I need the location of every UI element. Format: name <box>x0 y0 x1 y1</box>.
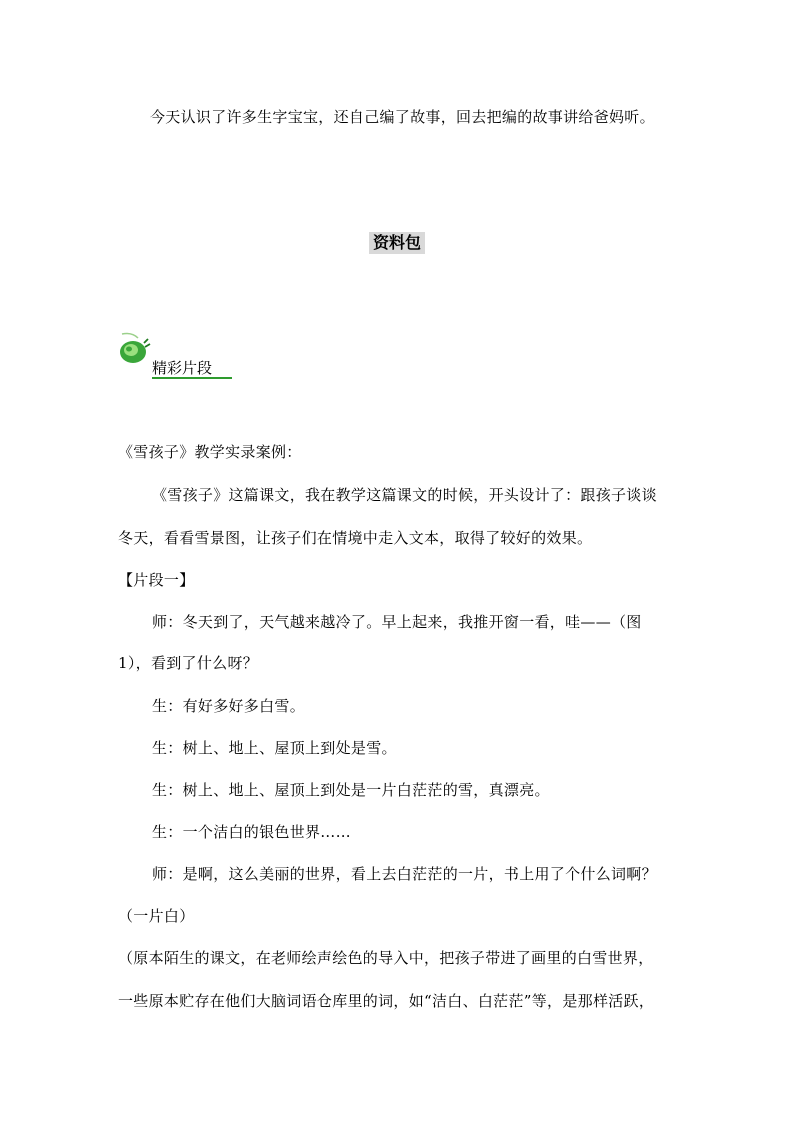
paragraph-line: （一片白） <box>118 907 195 925</box>
dialogue-line: 生：树上、地上、屋顶上到处是一片白茫茫的雪，真漂亮。 <box>152 781 550 799</box>
resource-title-box <box>369 232 425 254</box>
intro-paragraph: 今天认识了许多生字宝宝，还自己编了故事，回去把编的故事讲给爸妈听。 <box>150 108 655 126</box>
paragraph-line: 《雪孩子》这篇课文，我在教学这篇课文的时候，开头设计了：跟孩子谈谈 <box>152 486 657 504</box>
dialogue-line: 生：有好多好多白雪。 <box>152 697 306 715</box>
section-underline <box>152 377 232 379</box>
dialogue-line: 生：一个洁白的银色世界…… <box>152 823 351 841</box>
paragraph-line: 一些原本贮存在他们大脑词语仓库里的词，如“洁白、白茫茫”等，是那样活跃， <box>118 992 655 1010</box>
green-snail-icon <box>118 330 152 366</box>
dialogue-line: 师：是啊，这么美丽的世界，看上去白茫茫的一片，书上用了个什么词啊？ <box>152 865 657 883</box>
segment-heading: 【片段一】 <box>118 571 195 589</box>
resource-title: 资料包 <box>372 233 421 252</box>
section-heading <box>118 330 258 382</box>
case-title: 《雪孩子》教学实录案例： <box>118 443 302 461</box>
paragraph-line: （原本陌生的课文，在老师绘声绘色的导入中，把孩子带进了画里的白雪世界， <box>118 949 654 967</box>
section-label: 精彩片段 <box>152 359 213 377</box>
dialogue-line: 生：树上、地上、屋顶上到处是雪。 <box>152 739 397 757</box>
paragraph-line: 师：冬天到了，天气越来越冷了。早上起来，我推开窗一看，哇——（图 <box>152 613 642 631</box>
paragraph-line: 冬天，看看雪景图，让孩子们在情境中走入文本，取得了较好的效果。 <box>118 529 593 547</box>
paragraph-line: 1），看到了什么呀？ <box>118 654 259 672</box>
